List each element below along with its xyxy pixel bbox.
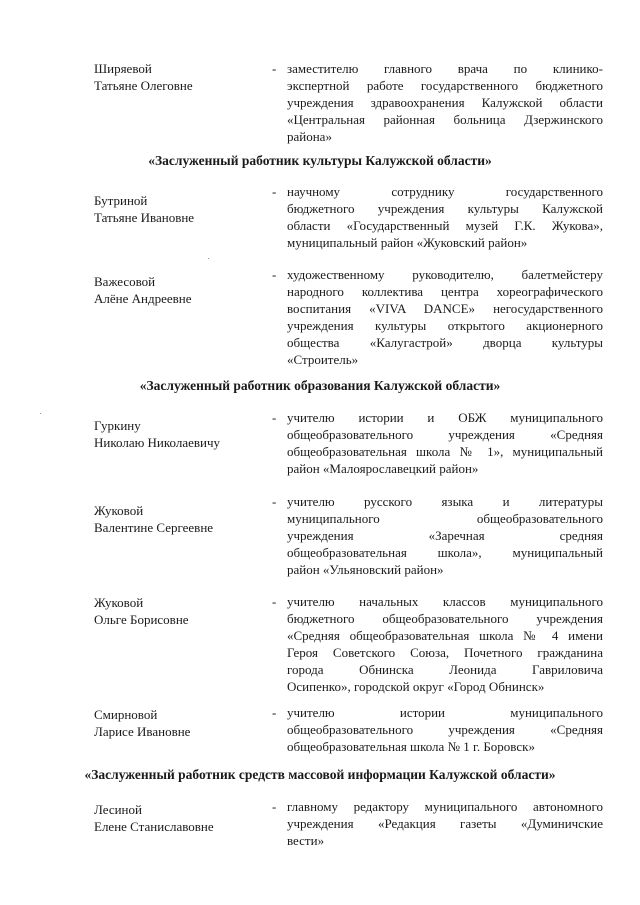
position-line: заместителю главного врача по клинико- bbox=[287, 61, 603, 76]
position-line: бюджетного учреждения культуры Калужской bbox=[287, 201, 603, 216]
position-line: «Центральная районная больница Дзержинского bbox=[287, 112, 603, 127]
scan-speck bbox=[40, 413, 41, 414]
position-line: Героя Советского Союза, Почетного гражданина bbox=[287, 645, 603, 660]
recipient-surname: Лесиной bbox=[94, 802, 142, 817]
position-line: «Строитель» bbox=[287, 352, 359, 367]
recipient-surname: Важесовой bbox=[94, 274, 156, 289]
recipient-position bbox=[287, 409, 603, 477]
position-line: экспертной работе государственного бюджетного bbox=[287, 78, 603, 93]
separator-dash: - bbox=[272, 267, 277, 282]
recipient-given-name: Татьяне Ивановне bbox=[94, 210, 195, 225]
separator-dash: - bbox=[272, 594, 277, 609]
position-line: общеобразовательного учреждения «Средняя bbox=[287, 427, 603, 442]
position-line: художественному руководителю, балетмейстеру bbox=[287, 267, 603, 282]
position-line: вести» bbox=[287, 833, 325, 848]
position-line: воспитания «VIVA DANCE» негосударственного bbox=[287, 301, 603, 316]
recipient-surname: Смирновой bbox=[94, 707, 158, 722]
recipient-name bbox=[94, 502, 270, 536]
separator-dash: - bbox=[272, 410, 277, 425]
separator-dash: - bbox=[272, 799, 277, 814]
position-line: учителю истории и ОБЖ муниципального bbox=[287, 410, 603, 425]
recipient-name bbox=[94, 801, 270, 835]
position-line: муниципальный район «Жуковский район» bbox=[287, 235, 528, 250]
recipient-surname: Гуркину bbox=[94, 418, 141, 433]
recipient-surname: Жуковой bbox=[94, 595, 144, 610]
position-line: общеобразовательного учреждения «Средняя bbox=[287, 722, 603, 737]
recipient-position bbox=[287, 798, 603, 849]
section-title: «Заслуженный работник средств массовой информации Калужской области» bbox=[84, 767, 556, 782]
position-line: города Обнинска Леонида Гавриловича bbox=[287, 662, 603, 677]
recipient-name bbox=[94, 192, 270, 226]
position-line: Осипенко», городской округ «Город Обнинск» bbox=[287, 679, 545, 694]
recipient-given-name: Алёне Андреевне bbox=[94, 291, 192, 306]
position-line: научному сотруднику государственного bbox=[287, 184, 603, 199]
section-title: «Заслуженный работник культуры Калужской области» bbox=[148, 153, 492, 168]
position-line: общеобразовательная школа», муниципальный bbox=[287, 545, 603, 560]
separator-dash: - bbox=[272, 705, 277, 720]
recipient-given-name: Ларисе Ивановне bbox=[94, 724, 191, 739]
scan-speck bbox=[208, 258, 209, 259]
position-line: «Средняя общеобразовательная школа № 4 имени bbox=[287, 628, 603, 643]
position-line: район «Малоярославецкий район» bbox=[287, 461, 479, 476]
recipient-position bbox=[287, 593, 603, 695]
recipient-name bbox=[94, 706, 270, 740]
recipient-position bbox=[287, 183, 603, 251]
recipient-name bbox=[94, 60, 270, 94]
recipient-given-name: Татьяне Олеговне bbox=[94, 78, 193, 93]
position-line: муниципального общеобразовательного bbox=[287, 511, 603, 526]
position-line: учреждения «Заречная средняя bbox=[287, 528, 603, 543]
position-line: учителю истории муниципального bbox=[287, 705, 603, 720]
position-line: области «Государственный музей Г.К. Жукова», bbox=[287, 218, 603, 233]
position-line: главному редактору муниципального автономного bbox=[287, 799, 603, 814]
recipient-name bbox=[94, 273, 270, 307]
position-line: района» bbox=[287, 129, 332, 144]
recipient-name bbox=[94, 594, 270, 628]
recipient-position bbox=[287, 704, 603, 755]
position-line: общества «Калугастрой» дворца культуры bbox=[287, 335, 603, 350]
recipient-position bbox=[287, 60, 603, 145]
recipient-name bbox=[94, 417, 270, 451]
position-line: учителю начальных классов муниципального bbox=[287, 594, 603, 609]
recipient-given-name: Валентине Сергеевне bbox=[94, 520, 214, 535]
position-line: общеобразовательная школа № 1 г. Боровск» bbox=[287, 739, 535, 754]
position-line: учреждения «Редакция газеты «Думиничские bbox=[287, 816, 603, 831]
recipient-position bbox=[287, 493, 603, 578]
position-line: учреждения культуры открытого акционерного bbox=[287, 318, 603, 333]
recipient-given-name: Ольге Борисовне bbox=[94, 612, 189, 627]
position-line: район «Ульяновский район» bbox=[287, 562, 444, 577]
recipient-given-name: Николаю Николаевичу bbox=[94, 435, 221, 450]
section-title: «Заслуженный работник образования Калужской области» bbox=[139, 378, 501, 393]
separator-dash: - bbox=[272, 61, 277, 76]
position-line: бюджетного общеобразовательного учреждения bbox=[287, 611, 603, 626]
recipient-surname: Бутриной bbox=[94, 193, 148, 208]
recipient-given-name: Елене Станиславовне bbox=[94, 819, 214, 834]
position-line: народного коллектива центра хореографического bbox=[287, 284, 603, 299]
recipient-surname: Жуковой bbox=[94, 503, 144, 518]
separator-dash: - bbox=[272, 184, 277, 199]
position-line: учителю русского языка и литературы bbox=[287, 494, 603, 509]
recipient-position bbox=[287, 266, 603, 368]
position-line: учреждения здравоохранения Калужской области bbox=[287, 95, 603, 110]
position-line: общеобразовательная школа № 1», муниципальный bbox=[287, 444, 603, 459]
separator-dash: - bbox=[272, 494, 277, 509]
recipient-surname: Ширяевой bbox=[94, 61, 152, 76]
